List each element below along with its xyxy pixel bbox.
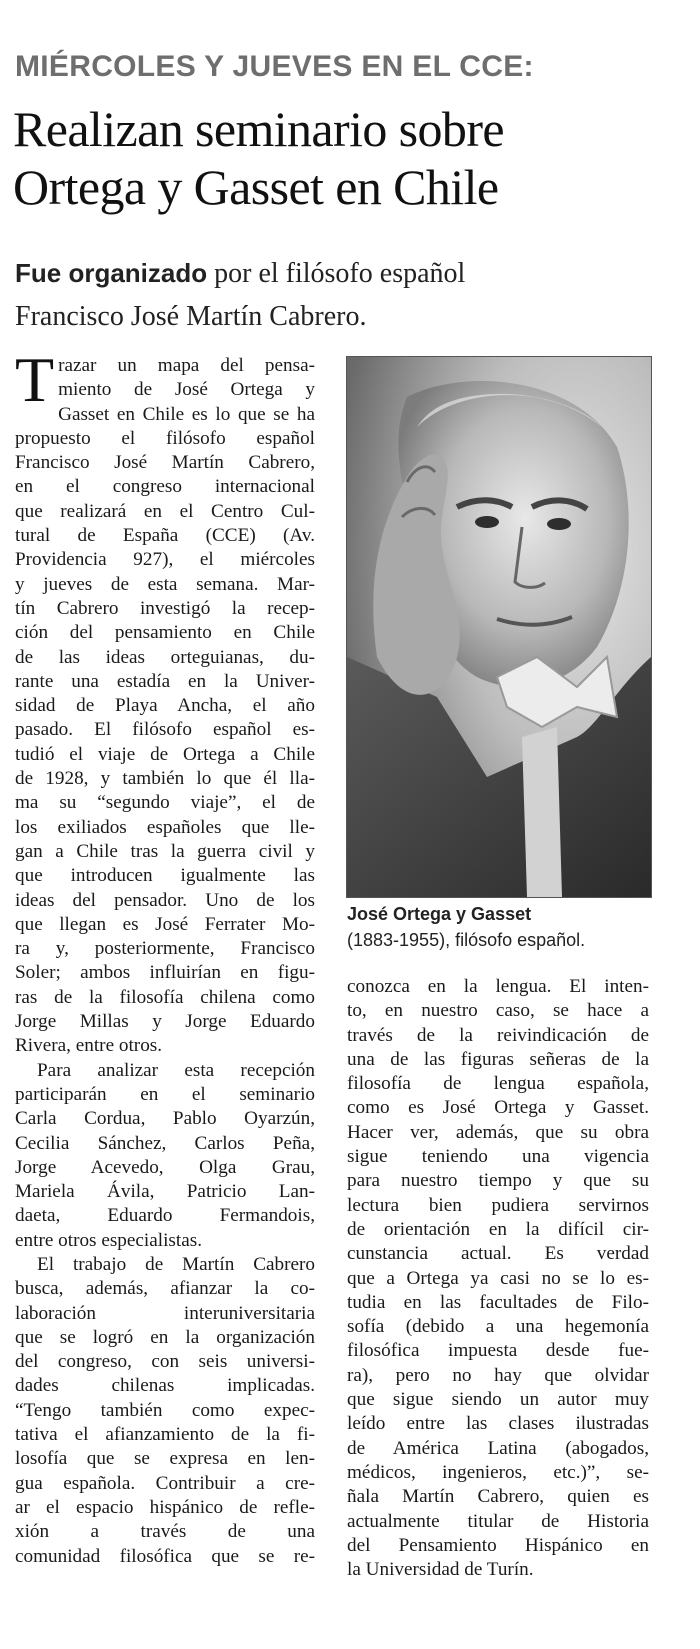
body-line: Francisco José Martín Cabrero, [15,452,315,474]
body-line: que llegan es José Ferrater Mo- [15,913,315,935]
body-line: ñala Martín Cabrero, quien es [347,1486,649,1508]
photo-caption [347,901,657,953]
deck-bold: Fue organizado [15,258,208,288]
body-line: través de la reivindicación de [347,1024,649,1046]
body-line: “Tengo también como expec- [15,1399,315,1421]
body-line: de América Latina (abogados, [347,1437,649,1459]
body-line: lectura bien pudiera servirnos [347,1194,649,1216]
body-column-right [347,975,649,1582]
body-line: gan a Chile tras la guerra civil y [15,840,315,862]
body-line: daeta, Eduardo Fermandois, [15,1205,315,1227]
body-line: participarán en el seminario [15,1083,315,1105]
body-line: una de las figuras señeras de la [347,1048,649,1070]
body-line: propuesto el filósofo español [15,427,315,449]
body-line: Providencia 927), el miércoles [15,549,315,571]
article-kicker: MIÉRCOLES Y JUEVES EN EL CCE: [15,50,534,83]
body-line: xión a través de una [15,1521,315,1543]
body-line: Soler; ambos influirían en figu- [15,962,315,984]
body-line: laboración interuniversitaria [15,1302,315,1324]
body-line: miento de José Ortega y [58,379,315,401]
body-line: entre otros especialistas. [15,1229,203,1251]
body-line: de las ideas orteguianas, du- [15,646,315,668]
portrait-image [347,357,651,897]
body-line: la Universidad de Turín. [347,1559,534,1581]
body-line: Jorge Millas y Jorge Eduardo [15,1011,315,1033]
body-line: que se logró en la organización [15,1326,315,1348]
body-line: Rivera, entre otros. [15,1035,163,1057]
body-line: tín Cabrero investigó la recep- [15,597,315,619]
body-line: ideas del pensador. Uno de los [15,889,315,911]
deck-line [15,252,465,295]
body-line: de orientación en la difícil cir- [347,1218,649,1240]
body-line: los exiliados españoles que lle- [15,816,315,838]
body-line: El trabajo de Martín Cabrero [37,1253,315,1275]
body-line: Para analizar esta recepción [37,1059,315,1081]
body-line: médicos, ingenieros, etc.)”, se- [347,1461,649,1483]
body-line: filosofía de lengua española, [347,1073,649,1095]
body-line: ar el espacio hispánico de refle- [15,1496,315,1518]
body-line: sofía (debido a una hegemonía [347,1316,649,1338]
body-line: Carla Cordua, Pablo Oyarzún, [15,1108,315,1130]
body-line: to, en nuestro caso, se hace a [347,1000,649,1022]
body-line: tativa el afianzamiento de la fi- [15,1424,315,1446]
body-line: que sigue siendo un autor muy [347,1389,649,1411]
body-line: del Pensamiento Hispánico en [347,1534,649,1556]
body-line: razar un mapa del pensa- [58,355,315,376]
body-line: sidad de Playa Ancha, el año [15,695,315,717]
body-line: gua española. Contribuir a cre- [15,1472,315,1494]
body-line: Jorge Acevedo, Olga Grau, [15,1156,315,1178]
body-line: que realizará en el Centro Cul- [15,500,315,522]
headline-line: Realizan seminario sobre [13,101,504,157]
body-line: actualmente titular de Historia [347,1510,649,1532]
body-line: Gasset en Chile es lo que se ha [58,403,315,425]
body-line: en el congreso internacional [15,476,315,498]
body-line: ra y, posteriormente, Francisco [15,938,315,960]
deck-line: Francisco José Martín Cabrero. [15,301,367,332]
body-line: losofía que se expresa en len- [15,1448,315,1470]
body-line: y jueves de esta semana. Mar- [15,573,315,595]
body-line: conozca en la lengua. El inten- [347,976,649,997]
body-line: comunidad filosófica que se re- [15,1545,315,1567]
body-line: sigue teniendo una vigencia [347,1146,649,1168]
portrait-photo [346,356,652,898]
body-line: de 1928, y también lo que él lla- [15,768,315,790]
body-line: ras de la filosofía chilena como [15,986,315,1008]
drop-cap: T [15,344,55,415]
body-line: ra), pero no hay que olvidar [347,1364,649,1386]
body-line: cunstancia actual. Es verdad [347,1243,649,1265]
body-column-left [15,344,315,1569]
body-line: del congreso, con seis universi- [15,1351,315,1373]
body-line: que a Ortega ya casi no se lo es- [347,1267,649,1289]
body-line: que introducen igualmente las [15,865,315,887]
body-line: tudió el viaje de Ortega a Chile [15,743,315,765]
deck-rest: por el filósofo español [207,258,466,289]
body-line: ma su “segundo viaje”, el de [15,792,315,814]
body-line: filosófica impuesta desde fue- [347,1340,649,1362]
caption-name: José Ortega y Gasset [347,904,532,924]
caption-description: (1883-1955), filósofo español. [347,930,586,950]
body-line: rante una estadía en la Univer- [15,670,315,692]
body-line: tudia en las facultades de Filo- [347,1291,649,1313]
body-line: leído entre las clases ilustradas [347,1413,649,1435]
body-line: busca, además, afianzar la co- [15,1278,315,1300]
body-line: Hacer ver, además, que su obra [347,1121,649,1143]
body-line: tural de España (CCE) (Av. [15,525,315,547]
body-line: como es José Ortega y Gasset. [347,1097,649,1119]
body-line: para nuestro tiempo y que su [347,1170,649,1192]
body-line: Mariela Ávila, Patricio Lan- [15,1181,315,1203]
body-line: dades chilenas implicadas. [15,1375,315,1397]
article-headline [13,100,504,216]
headline-line: Ortega y Gasset en Chile [13,159,499,215]
body-line: Cecilia Sánchez, Carlos Peña, [15,1132,315,1154]
body-line: pasado. El filósofo español es- [15,719,315,741]
article-deck [15,252,465,338]
body-line: ción del pensamiento en Chile [15,622,315,644]
